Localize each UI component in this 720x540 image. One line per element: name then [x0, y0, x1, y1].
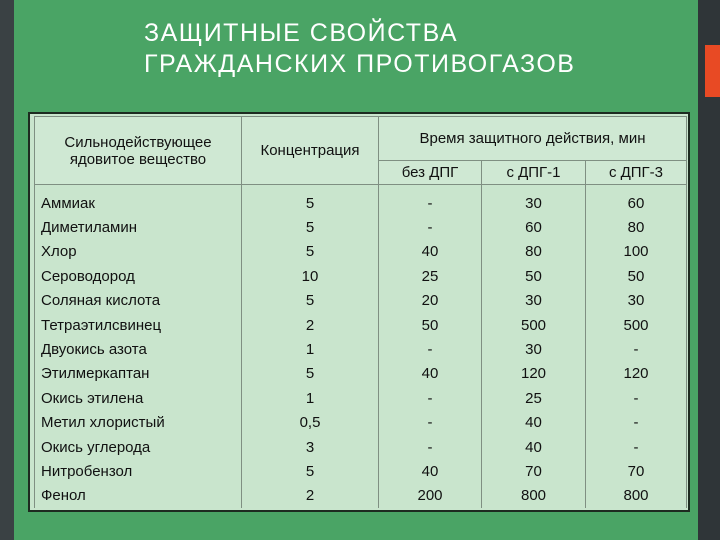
cell-no-dpg: 40	[379, 240, 482, 264]
cell-conc: 10	[242, 264, 379, 288]
cell-dpg3: 30	[586, 289, 687, 313]
cell-conc: 1	[242, 386, 379, 410]
table-row	[35, 484, 687, 508]
table-body	[35, 185, 687, 509]
cell-dpg3: 100	[586, 240, 687, 264]
cell-name: Соляная кислота	[35, 289, 242, 313]
cell-no-dpg: 25	[379, 264, 482, 288]
cell-dpg1: 25	[482, 386, 586, 410]
cell-dpg1: 40	[482, 411, 586, 435]
title-line-2: ГРАЖДАНСКИХ ПРОТИВОГАЗОВ	[144, 50, 576, 78]
cell-name: Окись углерода	[35, 435, 242, 459]
table-row	[35, 313, 687, 337]
cell-dpg3: 800	[586, 484, 687, 508]
table-row	[35, 435, 687, 459]
cell-conc: 5	[242, 215, 379, 239]
cell-dpg3: 120	[586, 362, 687, 386]
cell-name: Фенол	[35, 484, 242, 508]
header-dpg3: с ДПГ-3	[586, 161, 687, 185]
header-substance: Сильнодействующее ядовитое вещество	[35, 117, 242, 185]
cell-conc: 3	[242, 435, 379, 459]
cell-dpg1: 30	[482, 337, 586, 361]
cell-no-dpg: 40	[379, 459, 482, 483]
cell-name: Метил хлористый	[35, 411, 242, 435]
table-row	[35, 264, 687, 288]
cell-no-dpg: -	[379, 215, 482, 239]
cell-dpg3: 80	[586, 215, 687, 239]
cell-name: Тетраэтилсвинец	[35, 313, 242, 337]
table-row	[35, 411, 687, 435]
cell-conc: 2	[242, 313, 379, 337]
title-line-1: ЗАЩИТНЫЕ СВОЙСТВА	[144, 19, 459, 47]
cell-conc: 5	[242, 185, 379, 216]
cell-dpg1: 50	[482, 264, 586, 288]
slide-title	[144, 18, 664, 80]
cell-dpg1: 500	[482, 313, 586, 337]
cell-no-dpg: 200	[379, 484, 482, 508]
cell-name: Этилмеркаптан	[35, 362, 242, 386]
cell-name: Хлор	[35, 240, 242, 264]
table-row	[35, 337, 687, 361]
table-row	[35, 240, 687, 264]
cell-no-dpg: 50	[379, 313, 482, 337]
table-row	[35, 215, 687, 239]
protection-table	[34, 116, 687, 508]
cell-dpg3: 500	[586, 313, 687, 337]
cell-dpg1: 800	[482, 484, 586, 508]
cell-conc: 5	[242, 362, 379, 386]
cell-no-dpg: -	[379, 185, 482, 216]
cell-dpg1: 120	[482, 362, 586, 386]
header-no-dpg: без ДПГ	[379, 161, 482, 185]
cell-dpg1: 40	[482, 435, 586, 459]
cell-name: Двуокись азота	[35, 337, 242, 361]
cell-conc: 1	[242, 337, 379, 361]
cell-no-dpg: -	[379, 337, 482, 361]
cell-no-dpg: -	[379, 435, 482, 459]
cell-name: Окись этилена	[35, 386, 242, 410]
table-row	[35, 289, 687, 313]
header-dpg1: с ДПГ-1	[482, 161, 586, 185]
cell-dpg1: 60	[482, 215, 586, 239]
cell-dpg3: -	[586, 411, 687, 435]
table-row	[35, 386, 687, 410]
cell-conc: 5	[242, 289, 379, 313]
cell-no-dpg: -	[379, 386, 482, 410]
cell-no-dpg: -	[379, 411, 482, 435]
table-row	[35, 362, 687, 386]
table-row	[35, 185, 687, 216]
cell-dpg1: 30	[482, 289, 586, 313]
cell-name: Нитробензол	[35, 459, 242, 483]
cell-dpg1: 70	[482, 459, 586, 483]
cell-no-dpg: 20	[379, 289, 482, 313]
cell-dpg1: 30	[482, 185, 586, 216]
accent-bar	[705, 45, 720, 97]
header-time-group: Время защитного действия, мин	[379, 117, 687, 161]
cell-conc: 5	[242, 240, 379, 264]
cell-dpg3: 60	[586, 185, 687, 216]
cell-conc: 0,5	[242, 411, 379, 435]
cell-name: Диметиламин	[35, 215, 242, 239]
left-border-strip	[0, 0, 14, 540]
cell-dpg3: -	[586, 386, 687, 410]
data-table-container	[28, 112, 690, 512]
cell-name: Аммиак	[35, 185, 242, 216]
cell-conc: 2	[242, 484, 379, 508]
cell-dpg3: -	[586, 337, 687, 361]
header-concentration: Концентрация	[242, 117, 379, 185]
cell-dpg3: 70	[586, 459, 687, 483]
cell-dpg3: -	[586, 435, 687, 459]
cell-no-dpg: 40	[379, 362, 482, 386]
cell-name: Сероводород	[35, 264, 242, 288]
table-row	[35, 459, 687, 483]
cell-conc: 5	[242, 459, 379, 483]
cell-dpg1: 80	[482, 240, 586, 264]
cell-dpg3: 50	[586, 264, 687, 288]
